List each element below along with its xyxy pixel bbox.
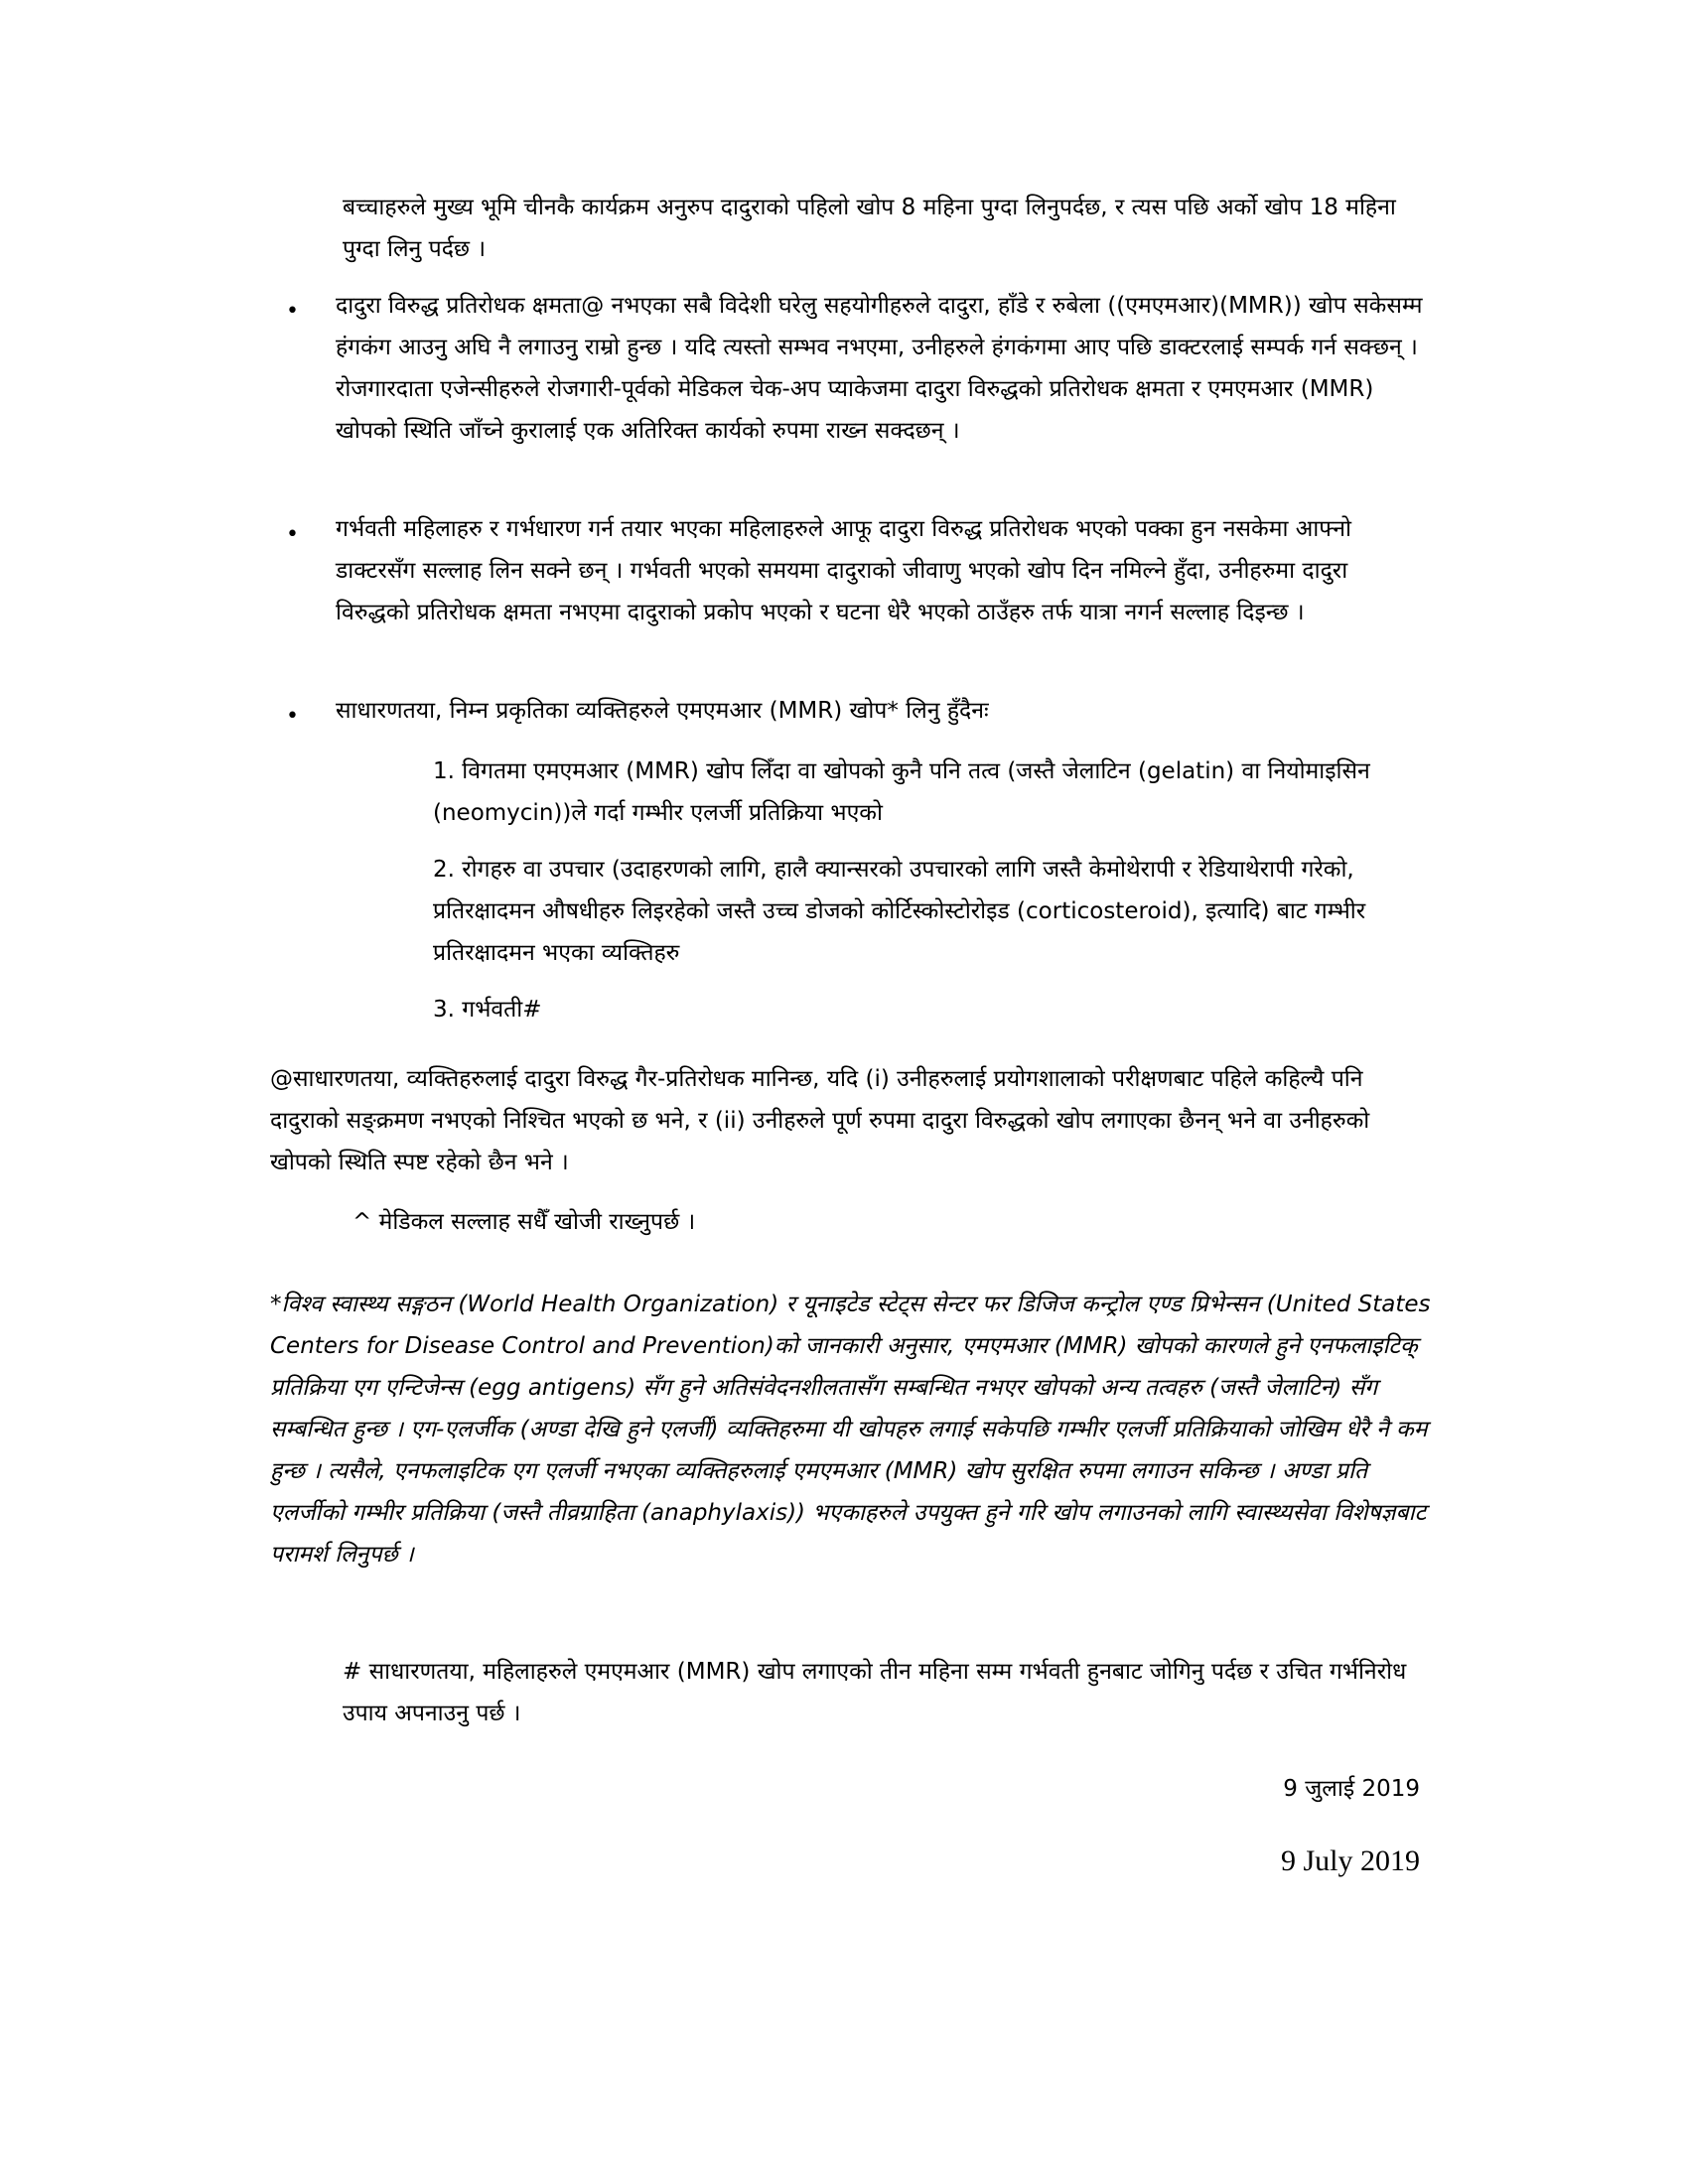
numbered-text: 2. रोगहरु वा उपचार (उदाहरणको लागि, हालै क्यान्सरको उपचारको लागि जस्तै केमोथेरापी र रेडियाथेरापी गरेको, प्रतिरक्षादमन औषधीहरु लिइरहेको जस्तै उच्च डोजको कोर्टिस्कोस्टोरोइड (corticosteroid), इत्यादि) बाट गम्भीर प्रतिरक्षादमन भएका व्यक्तिहरु — [433, 857, 1366, 966]
numbered-item — [433, 751, 1436, 834]
date-english: 9 July 2019 — [1280, 1844, 1420, 1877]
intro-text: बच्चाहरुले मुख्य भूमि चीनकै कार्यक्रम अनुरुप दादुराको पहिलो खोप 8 महिना पुग्दा लिनुपर्दछ, र त्यस पछि अर्को खोप 18 महिना पुग्दा लिनु पर्दछ । — [343, 195, 1396, 262]
footnote-at-text: @साधारणतया, व्यक्तिहरुलाई दादुरा विरुद्ध गैर-प्रतिरोधक मानिन्छ, यदि (i) उनीहरुलाई प्रयोगशालाको परीक्षणबाट पहिले कहिल्यै पनि दादुराको सङ्क्रमण नभएको निश्चित भएको छ भने, र (ii) उनीहरुले पूर्ण रुपमा दादुरा विरुद्धको खोप लगाएका छैनन् भने वा उनीहरुको खोपको स्थिति स्पष्ट रहेको छैन भने । — [270, 1066, 1370, 1175]
bullet-marker: • — [286, 522, 299, 547]
footnote-caret — [352, 1201, 1425, 1243]
footnote-star-text: *विश्व स्वास्थ्य सङ्गठन (World Health Organization) र यूनाइटेड स्टेट्स सेन्टर फर डिजिज कन्ट्रोल एण्ड प्रिभेन्सन (United States Centers for Disease Control and Prevention)को जानकारी अनुसार, एमएमआर (MMR) खोपको कारणले हुने एनफलाइटिक् प्रतिक्रिया एग एन्टिजेन्स (egg antigens) सँग हुने अतिसंवेदनशीलतासँग सम्बन्धित नभएर खोपको अन्य तत्वहरु (जस्तै जेलाटिन) सँग सम्बन्धित हुन्छ । एग-एलर्जीक (अण्डा देखि हुने एलर्जी) व्यक्तिहरुमा यी खोपहरु लगाई सकेपछि गम्भीर एलर्जी प्रतिक्रियाको जोखिम धेरै नै कम हुन्छ । त्यसैले, एनफलाइटिक एग एलर्जी नभएका व्यक्तिहरुलाई एमएमआर (MMR) खोप सुरक्षित रुपमा लगाउन सकिन्छ । अण्डा प्रति एलर्जीको गम्भीर प्रतिक्रिया (जस्तै तीव्रग्राहिता (anaphylaxis)) भएकाहरुले उपयुक्त हुने गरि खोप लगाउनको लागि स्वास्थ्यसेवा विशेषज्ञबाट परामर्श लिनुपर्छ । — [270, 1292, 1431, 1568]
footnote-caret-text: ^ मेडिकल सल्लाह सधैँ खोजी राख्नुपर्छ । — [352, 1209, 696, 1235]
footnote-hash — [343, 1651, 1425, 1734]
intro-paragraph — [343, 187, 1425, 270]
numbered-item — [433, 849, 1436, 974]
footnote-star — [270, 1284, 1432, 1575]
bullet-marker: • — [286, 299, 299, 324]
footnote-at — [270, 1058, 1432, 1183]
date-nepali: 9 जुलाई 2019 — [1283, 1776, 1420, 1802]
bullet-text: दादुरा विरुद्ध प्रतिरोधक क्षमता@ नभएका सबै विदेशी घरेलु सहयोगीहरुले दादुरा, हाँडे र रुबेला ((एमएमआर)(MMR)) खोप सकेसम्म हंगकंग आउनु अघि नै लगाउनु राम्रो हुन्छ । यदि त्यस्तो सम्भव नभएमा, उनीहरुले हंगकंगमा आए पछि डाक्टरलाई सम्पर्क गर्न सक्छन् । रोजगारदाता एजेन्सीहरुले रोजगारी-पूर्वको मेडिकल चेक-अप प्याकेजमा दादुरा विरुद्धको प्रतिरोधक क्षमता र एमएमआर (MMR) खोपको स्थिति जाँच्ने कुरालाई एक अतिरिक्त कार्यको रुपमा राख्न सक्दछन् । — [336, 293, 1423, 444]
bullet-text: साधारणतया, निम्न प्रकृतिका व्यक्तिहरुले एमएमआर (MMR) खोप* लिनु हुँदैनः — [336, 698, 989, 724]
bullet-item — [336, 285, 1428, 452]
numbered-item — [433, 989, 1436, 1030]
numbered-text: 1. विगतमा एमएमआर (MMR) खोप लिँदा वा खोपको कुनै पनि तत्व (जस्तै जेलाटिन (gelatin) वा नियोमाइसिन (neomycin))ले गर्दा गम्भीर एलर्जी प्रतिक्रिया भएको — [433, 758, 1370, 826]
bullet-item — [336, 508, 1428, 633]
numbered-text: 3. गर्भवती# — [433, 997, 542, 1023]
bullet-item — [336, 690, 1428, 732]
footnote-hash-text: # साधारणतया, महिलाहरुले एमएमआर (MMR) खोप लगाएको तीन महिना सम्म गर्भवती हुनबाट जोगिनु पर्दछ र उचित गर्भनिरोध उपाय अपनाउनु पर्छ । — [343, 1659, 1407, 1726]
bullet-text: गर्भवती महिलाहरु र गर्भधारण गर्न तयार भएका महिलाहरुले आफू दादुरा विरुद्ध प्रतिरोधक भएको पक्का हुन नसकेमा आफ्नो डाक्टरसँग सल्लाह लिन सक्ने छन् । गर्भवती भएको समयमा दादुराको जीवाणु भएको खोप दिन नमिल्ने हुँदा, उनीहरुमा दादुरा विरुद्धको प्रतिरोधक क्षमता नभएमा दादुराको प्रकोप भएको र घटना धेरै भएको ठाउँहरु तर्फ यात्रा नगर्न सल्लाह दिइन्छ । — [336, 516, 1352, 625]
bullet-marker: • — [286, 704, 299, 729]
